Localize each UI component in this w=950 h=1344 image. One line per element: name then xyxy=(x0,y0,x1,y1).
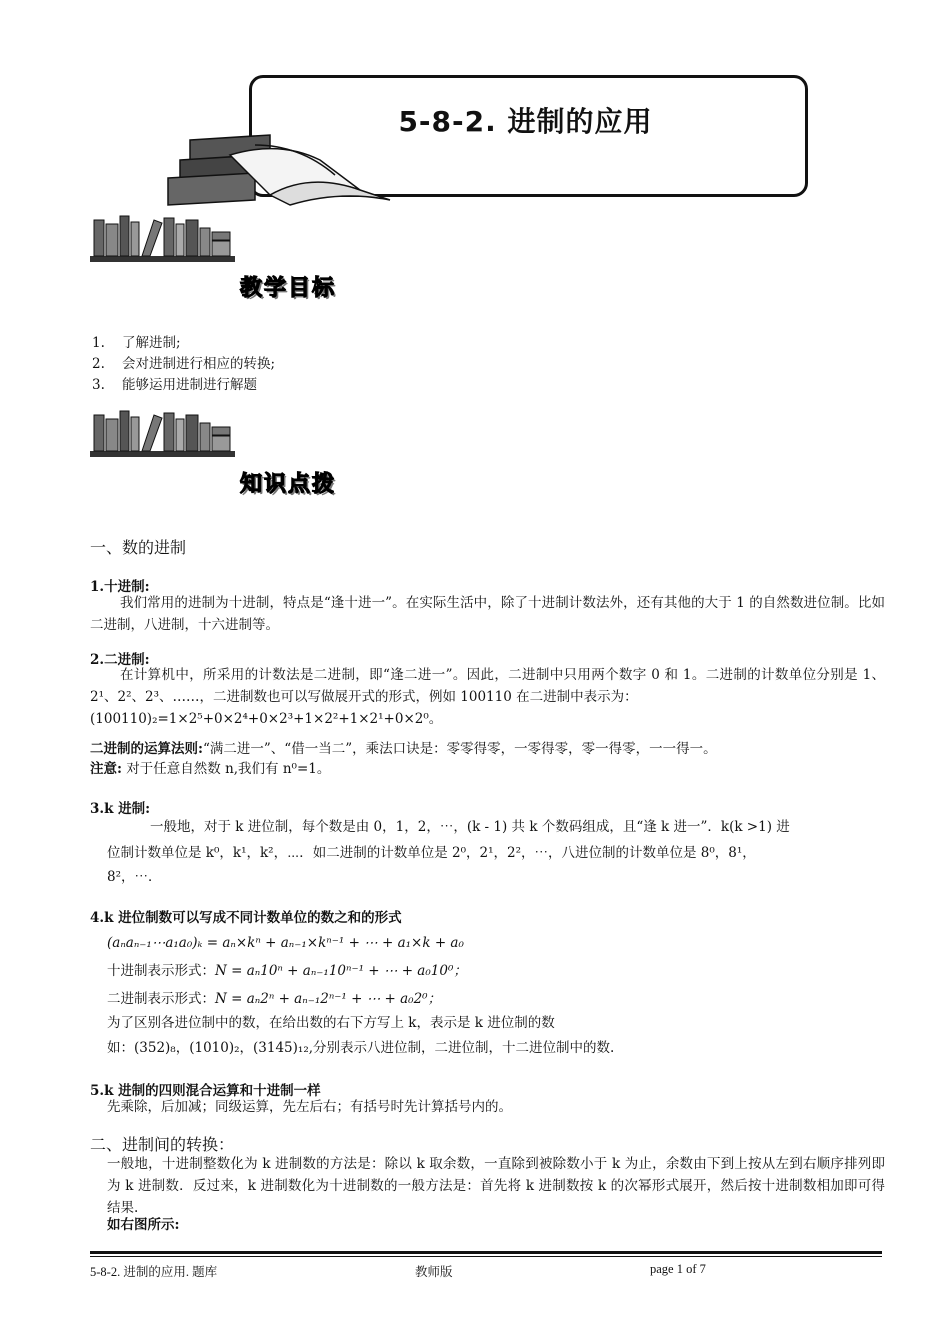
decimal-text: 我们常用的进制为十进制，特点是“逢十进一”。在实际生活中，除了十进制计数法外，还有其他的大于 1 的自然数进位制。比如二进制，八进制，十六进制等。 xyxy=(90,595,885,633)
goals-heading: 教学目标 xyxy=(240,276,337,301)
see-figure: 如右图所示: xyxy=(107,1217,180,1233)
binary-label: 2.二进制: xyxy=(90,652,150,668)
list-item: 2. 会对进制进行相应的转换; xyxy=(92,356,276,372)
part2-title: 二、进制间的转换： xyxy=(90,1135,235,1154)
k-sum-formula: (aₙaₙ₋₁⋯a₁a₀)ₖ = aₙ×kⁿ + aₙ₋₁×kⁿ⁻¹ + ⋯ + a₁×k + a₀ xyxy=(107,935,464,951)
goals-list xyxy=(92,333,275,396)
books-illustration xyxy=(160,100,400,210)
k-base-line1: 一般地，对于 k 进位制，每个数是由 0，1，2，⋯，(k - 1) 共 k 个数码组成，且“逢 k 进一”．k(k >1) 进 xyxy=(150,819,790,835)
footer-rule-thin xyxy=(90,1256,882,1257)
footer-center: 教师版 xyxy=(415,1265,453,1279)
decimal-form: 十进制表示形式：N = aₙ10ⁿ + aₙ₋₁10ⁿ⁻¹ + ⋯ + a₀10⁰； xyxy=(107,963,467,979)
k-sum-label: 4.k 进位制数可以写成不同计数单位的数之和的形式 xyxy=(90,910,402,926)
binary-text: 在计算机中，所采用的计数法是二进制，即“逢二进一”。因此，二进制中只用两个数字 0 和 1。二进制的计数单位分别是 1、2¹、2²、2³、……，二进制数也可以写做展开式的形式，例如 100110 在二进制中表示为： xyxy=(90,667,885,705)
k-base-line2: 位制计数单位是 k⁰，k¹，k²，⋯．如二进制的计数单位是 2⁰，2¹，2²，⋯，八进位制的计数单位是 8⁰，8¹， xyxy=(107,845,756,861)
k-sum-line5: 如：(352)₈，(1010)₂，(3145)₁₂,分别表示八进位制，二进位制，十二进位制中的数. xyxy=(107,1040,615,1056)
k-sum-line4: 为了区别各进位制中的数，在给出数的右下方写上 k，表示是 k 进位制的数 xyxy=(107,1015,555,1031)
mixed-label: 5.k 进制的四则混合运算和十进制一样 xyxy=(90,1083,321,1099)
footer-left: 5-8-2. 进制的应用. 题库 xyxy=(90,1265,218,1279)
bookshelf-icon xyxy=(88,210,238,265)
knowledge-heading: 知识点拨 xyxy=(240,472,337,497)
binary-formula: (100110)₂=1×2⁵+0×2⁴+0×2³+1×2²+1×2¹+0×2⁰。 xyxy=(90,711,443,727)
binary-form: 二进制表示形式：N = aₙ2ⁿ + aₙ₋₁2ⁿ⁻¹ + ⋯ + a₀2⁰； xyxy=(107,991,442,1007)
part2-text: 一般地，十进制整数化为 k 进制数的方法是：除以 k 取余数，一直除到被除数小于 k 为止，余数由下到上按从左到右顺序排列即为 k 进制数．反过来，k 进制数化为十进制数的一般方法是：首先将 k 进制数按 k 的次幂形式展开，然后按十进制数相加即可得结果. xyxy=(107,1156,885,1216)
note: 注意: 对于任意自然数 n,我们有 n⁰=1。 xyxy=(90,761,331,777)
part1-title: 一、数的进制 xyxy=(90,538,187,557)
k-base-label: 3.k 进制: xyxy=(90,801,151,817)
list-item: 3. 能够运用进制进行解题 xyxy=(92,377,257,393)
mixed-text: 先乘除，后加减；同级运算，先左后右；有括号时先计算括号内的。 xyxy=(107,1099,512,1115)
decimal-label: 1.十进制: xyxy=(90,579,150,595)
page-title: 5-8-2. 进制的应用 xyxy=(398,105,653,138)
bookshelf-icon xyxy=(88,405,238,460)
binary-rules: 二进制的运算法则:“满二进一”、“借一当二”，乘法口诀是：零零得零，一零得零，零一得零，一一得一。 xyxy=(90,741,717,757)
footer-page: page 1 of 7 xyxy=(650,1262,706,1276)
footer-rule xyxy=(90,1251,882,1254)
k-base-line3: 8²，⋯． xyxy=(107,869,162,885)
list-item: 1. 了解进制; xyxy=(92,335,181,351)
